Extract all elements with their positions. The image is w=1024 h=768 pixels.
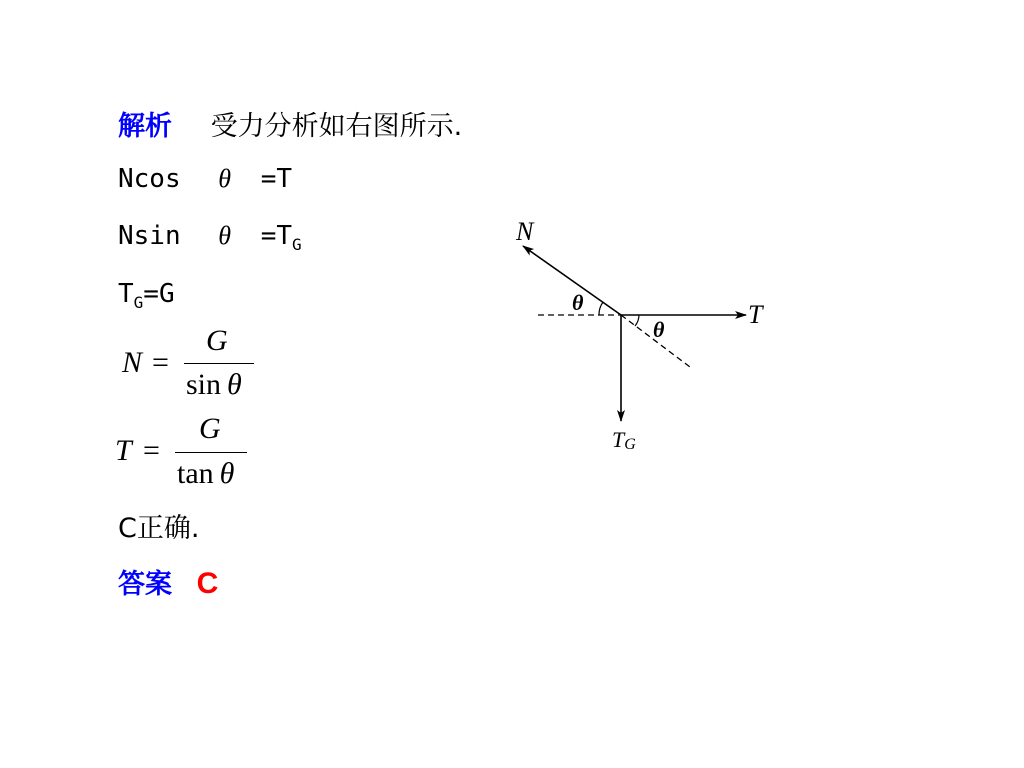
equation-nsin xyxy=(118,221,302,254)
fraction-t xyxy=(115,414,255,494)
fraction2-equals: = xyxy=(143,434,160,467)
answer-value: C xyxy=(196,567,219,600)
analysis-text: 受力分析如右图所示. xyxy=(210,111,463,142)
answer-label: 答案 xyxy=(118,569,172,600)
equation-ncos xyxy=(118,164,292,194)
label-tg-sub: G xyxy=(624,436,636,453)
fraction1-equals: = xyxy=(152,346,169,379)
fraction2-numerator: G xyxy=(199,412,221,445)
fraction1-numerator: G xyxy=(206,324,228,357)
eq1-right: =T xyxy=(260,164,293,194)
eq3-left: T xyxy=(118,279,134,309)
eq2-left: Nsin xyxy=(118,221,181,251)
angle-label-right: θ xyxy=(653,317,665,342)
label-n: N xyxy=(516,217,534,246)
eq2-subscript: G xyxy=(292,235,302,254)
eq2-right: =T xyxy=(260,221,293,251)
fraction2-denominator-var: θ xyxy=(219,457,235,490)
label-tg xyxy=(612,427,636,453)
force-diagram xyxy=(500,210,820,470)
fraction2-denominator-fn: tan xyxy=(177,457,214,490)
eq1-theta: θ xyxy=(218,164,232,193)
eq3-subscript: G xyxy=(133,293,144,312)
fraction2-lhs: T xyxy=(115,434,132,467)
fraction-n xyxy=(122,326,262,406)
fraction1-denominator xyxy=(186,368,242,402)
fraction1-denominator-var: θ xyxy=(227,368,242,401)
analysis-heading xyxy=(118,104,462,143)
eq2-theta: θ xyxy=(218,221,232,250)
fraction1-lhs: N xyxy=(122,346,143,379)
fraction2-bar xyxy=(175,452,247,453)
answer-line xyxy=(118,562,218,601)
eq3-right: =G xyxy=(143,279,175,309)
angle-arc-right xyxy=(635,315,639,326)
fraction1-denominator-fn: sin xyxy=(186,368,222,401)
angle-arc-left xyxy=(599,302,603,315)
equation-tg xyxy=(118,279,175,312)
conclusion-text: C正确. xyxy=(118,513,200,544)
angle-label-left: θ xyxy=(572,290,584,315)
fraction2-denominator xyxy=(177,457,234,491)
eq1-left: Ncos xyxy=(118,164,181,194)
label-t: T xyxy=(748,300,763,329)
label-tg-main: T xyxy=(612,427,625,452)
fraction1-bar xyxy=(184,363,254,364)
analysis-label: 解析 xyxy=(118,111,172,142)
